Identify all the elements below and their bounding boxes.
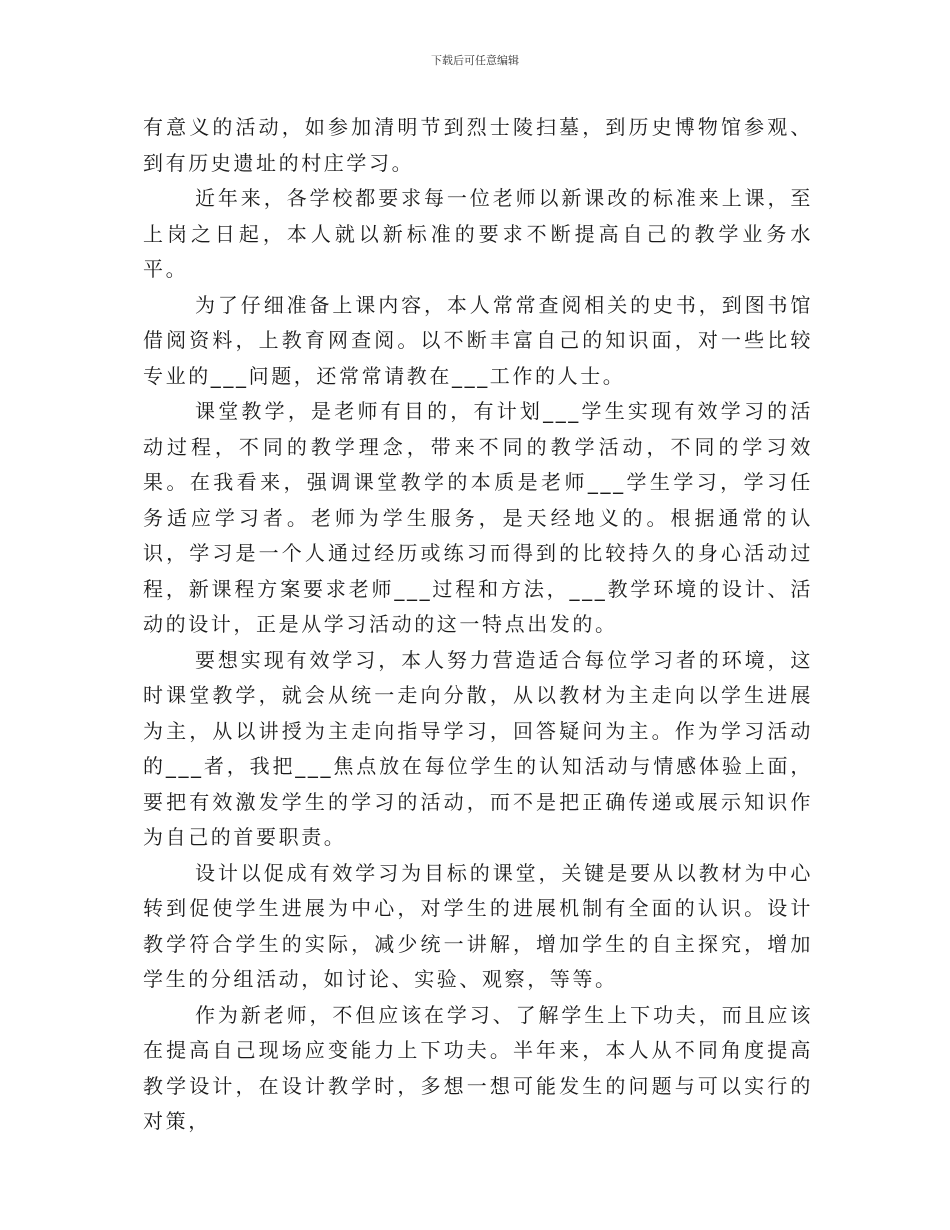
paragraph-4: 课堂教学，是老师有目的，有计划___学生实现有效学习的活动过程，不同的教学理念，带来不同的教学活动，不同的学习效果。在我看来，强调课堂教学的本质是老师___学生学习，学习任务适应学习者。老师为学生服务，是天经地义的。根据通常的认识，学习是一个人通过经历或练习而得到的比较持久的身心活动过程，新课程方案要求老师___过程和方法，___教学环境的设计、活动的设计，正是从学习活动的这一特点出发的。	[143, 399, 813, 636]
paragraph-7: 作为新老师，不但应该在学习、了解学生上下功夫，而且应该在提高自己现场应变能力上下功夫。半年来，本人从不同角度提高教学设计，在设计教学时，多想一想可能发生的问题与可以实行的对策，	[143, 1002, 813, 1133]
paragraph-2: 近年来，各学校都要求每一位老师以新课改的标准来上课，至上岗之日起，本人就以新标准的要求不断提高自己的教学业务水平。	[143, 186, 813, 281]
paragraph-5: 要想实现有效学习，本人努力营造适合每位学习者的环境，这时课堂教学，就会从统一走向分散，从以教材为主走向以学生进展为主，从以讲授为主走向指导学习，回答疑问为主。作为学习活动的___者，我把___焦点放在每位学生的认知活动与情感体验上面，要把有效激发学生的学习的活动，而不是把正确传递或展示知识作为自己的首要职责。	[143, 647, 813, 849]
paragraph-6: 设计以促成有效学习为目标的课堂，关键是要从以教材为中心转到促使学生进展为中心，对学生的进展机制有全面的认识。设计教学符合学生的实际，减少统一讲解，增加学生的自主探究，增加学生的分组活动，如讨论、实验、观察，等等。	[143, 860, 813, 991]
paragraph-1: 有意义的活动，如参加清明节到烈士陵扫墓，到历史博物馆参观、到有历史遗址的村庄学习。	[143, 115, 813, 175]
paragraph-3: 为了仔细准备上课内容，本人常常查阅相关的史书，到图书馆借阅资料，上教育网查阅。以不断丰富自己的知识面，对一些比较专业的___问题，还常常请教在___工作的人士。	[143, 292, 813, 388]
document-body	[143, 110, 813, 1140]
page-header: 下载后可任意编辑	[431, 54, 519, 67]
